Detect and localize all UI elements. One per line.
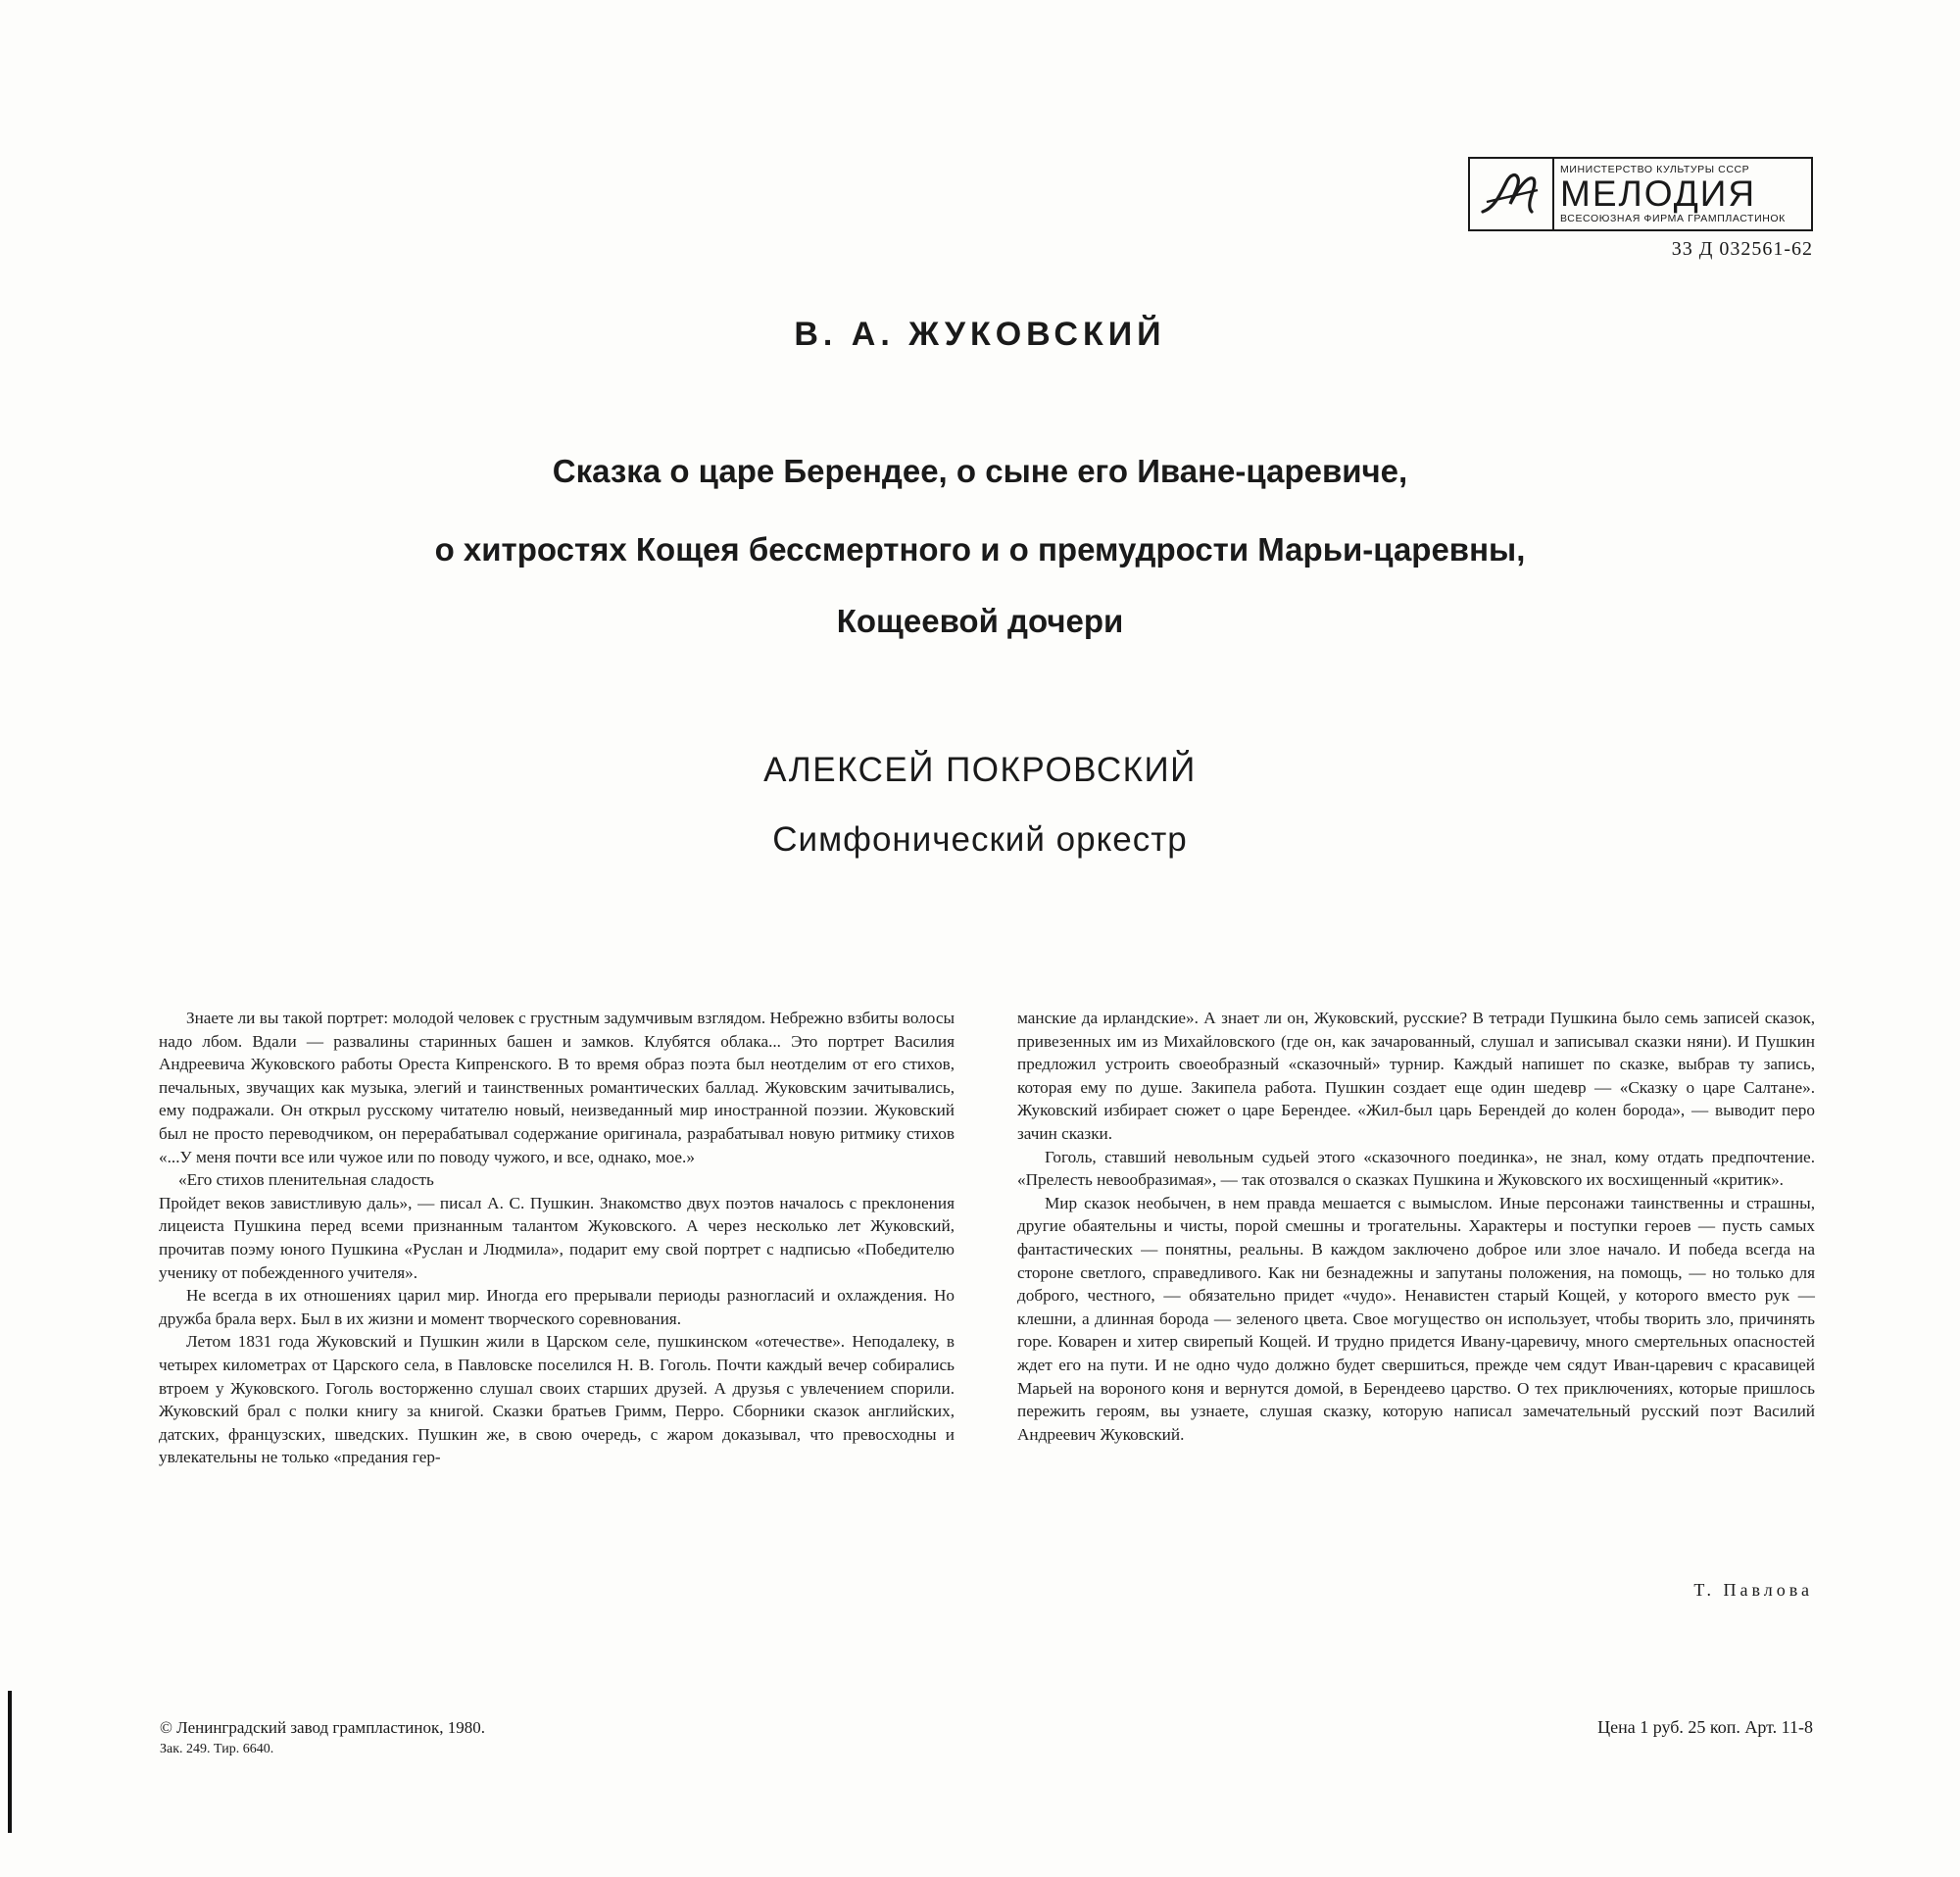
paragraph-quote: «Его стихов пленительная сладость	[178, 1170, 434, 1190]
orchestra-name: Симфонический оркестр	[772, 820, 1188, 859]
logo-brand-name: МЕЛОДИЯ	[1560, 173, 1757, 214]
melodiya-logo	[1468, 157, 1813, 231]
paragraph: Пройдет веков завистливую даль», — писал А. С. Пушкин. Знакомство двух поэтов началось с преклонения лицеиста Пушкина перед всеми признанным талантом Жуковского. А через несколько лет Жуковский, прочитав поэму юного Пушкина «Руслан и Людмила», подарит ему свой портрет с надписью «Победителю ученику от побежденного учителя».	[159, 1193, 955, 1282]
title-line-1: Сказка о царе Берендее, о сыне его Иване-царевиче,	[552, 453, 1408, 489]
print-run-line: Зак. 249. Тир. 6640.	[160, 1742, 274, 1756]
liner-notes-column-1	[159, 1007, 955, 1469]
author-name: В. А. ЖУКОВСКИЙ	[794, 316, 1166, 353]
catalog-number: 33 Д 032561-62	[1671, 238, 1813, 260]
footer-price: Цена 1 руб. 25 коп. Арт. 11-8	[1597, 1717, 1813, 1737]
paragraph: Знаете ли вы такой портрет: молодой человек с грустным задумчивым взглядом. Небрежно взбиты волосы надо лбом. Вдали — развалины старинных башен и замков. Клубятся облака... Это портрет Василия Андреевича Жуковского работы Ореста Кипренского. В то время образ поэта был неотделим от его стихов, печальных, звучащих как музыка, элегий и таинственных романтических баллад. Жуковским зачитывались, ему подражали. Он открыл русскому читателю новый, неизведанный мир иностранной поэзии. Жуковский был не просто переводчиком, он перерабатывал содержание оригинала, разрабатывал новую ритмику стихов «...У меня почти все или чужое или по поводу чужого, и все, однако, мое.»	[159, 1009, 955, 1166]
liner-notes-column-2	[1017, 1007, 1815, 1446]
publisher-line: © Ленинградский завод грампластинок, 1980.	[160, 1718, 485, 1737]
title-line-2: о хитростях Кощея бессмертного и о премудрости Марьи-царевны,	[434, 531, 1526, 568]
melodiya-emblem-icon	[1470, 159, 1554, 229]
notes-author-signature: Т. Павлова	[1693, 1580, 1813, 1600]
paragraph: Не всегда в их отношениях царил мир. Иногда его прерывали периоды разногласий и охлаждения. Но дружба брала верх. Был в их жизни и момент творческого соревнования.	[159, 1286, 955, 1328]
title-line-3: Кощеевой дочери	[836, 603, 1124, 639]
paragraph: Летом 1831 года Жуковский и Пушкин жили в Царском селе, пушкинском «отечестве». Неподалеку, в четырех километрах от Царского села, в Павловске поселился Н. В. Гоголь. Почти каждый вечер собирались втроем у Жуковского. Гоголь восторженно слушал своих старших друзей. А друзья с увлечением спорили. Жуковский брал с полки книгу за книгой. Сказки братьев Гримм, Перро. Сборники сказок английских, датских, французских, шведских. Пушкин же, в свою очередь, с жаром доказывал, что превосходны и увлекательны не только «предания гер-	[159, 1332, 955, 1467]
logo-company-text: ВСЕСОЮЗНАЯ ФИРМА ГРАМПЛАСТИНОК	[1560, 213, 1786, 224]
performer-name: АЛЕКСЕЙ ПОКРОВСКИЙ	[763, 751, 1197, 789]
paragraph: Мир сказок необычен, в нем правда мешается с вымыслом. Иные персонажи таинственны и страшны, другие обаятельны и чисты, порой смешны и трогательны. Характеры и поступки героев — пусть самых фантастических — понятны, реальны. В каждом заключено доброе или злое начало. И победа всегда на стороне светлого, справедливого. Как ни безнадежны и запутаны положения, на помощь, — но только для доброго, честного, — обязательно придет «чудо». Ненавистен старый Кощей, у которого вместо рук — клешни, а длинная борода — зеленого цвета. Свое могущество он использует, чтобы творить зло, причинять горе. Коварен и хитер свирепый Кощей. И трудно придется Ивану-царевичу, много смертельных опасностей ждет его на пути. И не одно чудо должно будет свершиться, прежде чем сядут Иван-царевич с красавицей Марьей на вороного коня и вернутся домой, в Берендеево царство. О тех приключениях, которые пришлось пережить героям, вы узнаете, слушая сказку, которую написал замечательный русский поэт Василий Андреевич Жуковский.	[1017, 1193, 1815, 1444]
logo-ministry-text: МИНИСТЕРСТВО КУЛЬТУРЫ СССР	[1560, 164, 1750, 175]
paragraph: манские да ирландские». А знает ли он, Жуковский, русские? В тетради Пушкина было семь записей сказок, привезенных им из Михайловского (где он, как зачарованный, слушал и записывал сказки няни). И Пушкин предложил устроить своеобразный «сказочный» турнир. Каждый напишет по сказке, выбрав ту запись, которая ему по душе. Закипела работа. Пушкин создает еще один шедевр — «Сказку о царе Салтане». Жуковский избирает сюжет о царе Берендее. «Жил-был царь Берендей до колен борода», — выводит перо зачин сказки.	[1017, 1009, 1815, 1143]
paragraph: Гоголь, ставший невольным судьей этого «сказочного поединка», не знал, кому отдать предпочтение. «Прелесть невообразимая», — так отозвался о сказках Пушкина и Жуковского их восхищенный «критик».	[1017, 1147, 1815, 1190]
footer-publisher	[160, 1717, 485, 1760]
scan-edge-line	[8, 1691, 12, 1833]
